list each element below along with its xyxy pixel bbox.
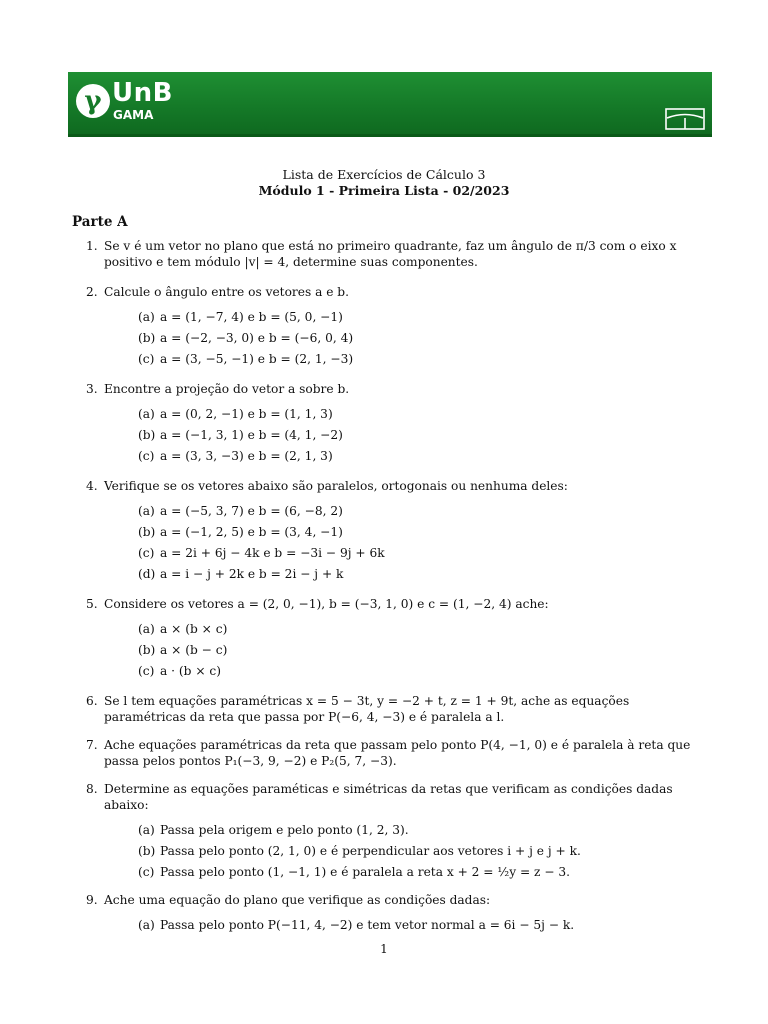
sub-item [104, 448, 702, 464]
sub-item [104, 427, 702, 443]
sub-item [104, 406, 702, 422]
question-list [72, 238, 702, 938]
question-item [72, 737, 702, 769]
sub-item [104, 566, 702, 582]
sub-item-text: a = (−5, 3, 7) e b = (6, −8, 2) [160, 504, 343, 518]
sub-item-list [104, 406, 702, 464]
sub-item-text: a = (−1, 3, 1) e b = (4, 1, −2) [160, 428, 343, 442]
flag-icon [665, 108, 705, 130]
question-item [72, 892, 702, 933]
sub-item-text: Passa pelo ponto P(−11, 4, −2) e tem vetor normal a = 6i − 5j − k. [160, 918, 575, 932]
sub-item-label: (c) [138, 865, 155, 879]
sub-item-label: (b) [138, 428, 156, 442]
question-number: 2. [86, 285, 98, 299]
sub-item-label: (a) [138, 504, 155, 518]
sub-item-list [104, 503, 702, 582]
section-heading: Parte A [72, 214, 128, 230]
sub-item [104, 309, 702, 325]
sub-item-label: (d) [138, 567, 156, 581]
question-item [72, 478, 702, 582]
question-text: Considere os vetores a = (2, 0, −1), b = (−3, 1, 0) e c = (1, −2, 4) ache: [104, 597, 549, 611]
sub-item-label: (b) [138, 525, 156, 539]
question-item [72, 381, 702, 464]
sub-item-label: (a) [138, 310, 155, 324]
question-number: 1. [86, 239, 98, 253]
sub-item-text: a = (−2, −3, 0) e b = (−6, 0, 4) [160, 331, 354, 345]
question-item [72, 781, 702, 880]
sub-item [104, 642, 702, 658]
sub-item-list [104, 621, 702, 679]
sub-item-label: (a) [138, 407, 155, 421]
sub-item-label: (b) [138, 844, 156, 858]
document-subtitle: Módulo 1 - Primeira Lista - 02/2023 [258, 183, 510, 198]
question-item [72, 693, 702, 725]
sub-item-label: (c) [138, 664, 155, 678]
sub-item [104, 351, 702, 367]
question-item [72, 238, 702, 270]
question-text: Verifique se os vetores abaixo são paralelos, ortogonais ou nenhuma deles: [104, 479, 568, 493]
sub-item-text: a = (−1, 2, 5) e b = (3, 4, −1) [160, 525, 343, 539]
question-number: 6. [86, 694, 98, 708]
sub-item-text: a = (0, 2, −1) e b = (1, 1, 3) [160, 407, 333, 421]
sub-item-label: (c) [138, 352, 155, 366]
gamma-symbol: γ [84, 86, 102, 116]
question-text: Se v é um vetor no plano que está no primeiro quadrante, faz um ângulo de π/3 com o eixo x positivo e tem módulo |v| = 4, determine suas componentes. [104, 239, 677, 269]
unb-logo-emblem [76, 84, 110, 118]
question-number: 3. [86, 382, 98, 396]
sub-item [104, 330, 702, 346]
question-text: Determine as equações paraméticas e simétricas da retas que verificam as condições dadas abaixo: [104, 782, 673, 812]
logo-gama-text: GAMA [113, 108, 154, 122]
question-number: 7. [86, 738, 98, 752]
sub-item-text: a = 2i + 6j − 4k e b = −3i − 9j + 6k [160, 546, 385, 560]
sub-item-text: a = (3, −5, −1) e b = (2, 1, −3) [160, 352, 354, 366]
sub-item [104, 822, 702, 838]
question-text: Ache equações paramétricas da reta que passam pelo ponto P(4, −1, 0) e é paralela à reta que passa pelos pontos P₁(−3, 9, −2) e P₂(5, 7, −3). [104, 738, 691, 768]
question-text: Ache uma equação do plano que verifique as condições dadas: [104, 893, 491, 907]
sub-item [104, 524, 702, 540]
question-item [72, 284, 702, 367]
sub-item-text: a = (1, −7, 4) e b = (5, 0, −1) [160, 310, 343, 324]
sub-item-text: Passa pelo ponto (1, −1, 1) e é paralela a reta x + 2 = ½y = z − 3. [160, 865, 571, 879]
sub-item-label: (c) [138, 449, 155, 463]
sub-item-label: (a) [138, 918, 155, 932]
sub-item-text: Passa pelo ponto (2, 1, 0) e é perpendicular aos vetores i + j e j + k. [160, 844, 581, 858]
sub-item [104, 864, 702, 880]
sub-item-list [104, 917, 702, 933]
logo-unb-text: UnB [112, 78, 173, 108]
sub-item-list [104, 822, 702, 880]
question-text: Calcule o ângulo entre os vetores a e b. [104, 285, 349, 299]
sub-item-text: a × (b × c) [160, 622, 228, 636]
sub-item-label: (b) [138, 643, 156, 657]
sub-item-text: a = i − j + 2k e b = 2i − j + k [160, 567, 344, 581]
sub-item-text: a · (b × c) [160, 664, 221, 678]
question-item [72, 596, 702, 679]
sub-item [104, 545, 702, 561]
question-number: 9. [86, 893, 98, 907]
question-number: 5. [86, 597, 98, 611]
sub-item [104, 621, 702, 637]
sub-item-text: Passa pela origem e pelo ponto (1, 2, 3). [160, 823, 409, 837]
sub-item-label: (a) [138, 823, 155, 837]
sub-item [104, 917, 702, 933]
sub-item-label: (b) [138, 331, 156, 345]
question-number: 4. [86, 479, 98, 493]
sub-item [104, 663, 702, 679]
sub-item [104, 503, 702, 519]
question-number: 8. [86, 782, 98, 796]
question-text: Se l tem equações paramétricas x = 5 − 3t, y = −2 + t, z = 1 + 9t, ache as equações paramétricas da reta que passa por P(−6, 4, −3) e é paralela a l. [104, 694, 630, 724]
document-title: Lista de Exercícios de Cálculo 3 [282, 167, 486, 182]
sub-item-label: (a) [138, 622, 155, 636]
sub-item-text: a × (b − c) [160, 643, 228, 657]
sub-item-text: a = (3, 3, −3) e b = (2, 1, 3) [160, 449, 333, 463]
question-text: Encontre a projeção do vetor a sobre b. [104, 382, 350, 396]
sub-item-list [104, 309, 702, 367]
sub-item-label: (c) [138, 546, 155, 560]
header-banner [68, 72, 712, 134]
sub-item [104, 843, 702, 859]
page-number: 1 [380, 942, 388, 956]
